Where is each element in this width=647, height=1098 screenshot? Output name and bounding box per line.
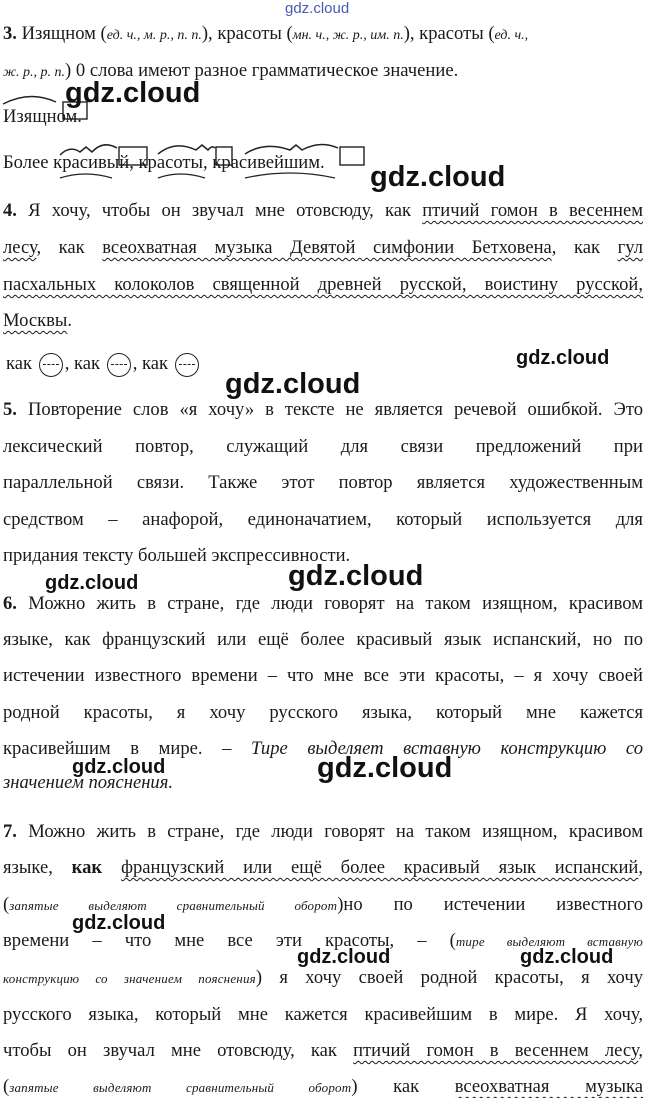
s4-comparison-underlined: всеохватная музыка Девятой симфонии Бетховена [102,237,552,258]
s5-text: средством – анафорой, единоначатием, который используется для [3,509,643,530]
s5-line-2 [3,435,643,459]
s4-line-1 [3,199,643,223]
s6-explanation: значением пояснения. [3,772,174,793]
ending-box-mark [340,147,364,165]
s5-text: Повторение слов «я хочу» в тексте не является речевой ошибкой. Это [27,399,643,420]
scheme-circle-icon [107,353,131,377]
s4-comparison-underlined: птичий гомон в весеннем [422,200,643,221]
s5-text: придания тексту большей экспрессивности. [3,545,351,566]
s7-text: времени – что мне все эти красоты, – ( [3,930,456,951]
watermark: gdz.cloud [45,572,139,594]
s7-kak-bold: как [71,857,103,878]
watermark: gdz.cloud [297,946,391,968]
s3-gram-note: мн. ч., ж. р., им. п. [292,28,404,43]
s7-text: ( [3,1076,10,1097]
s3-text: , [129,152,139,173]
s4-comparison-underlined: Москвы [3,310,68,331]
s7-text: русского языка, который мне кажется красивейшим в мире. Я хочу, [3,1004,643,1025]
s6-explanation: Тире выделяет вставную конструкцию со [251,738,643,759]
s3-gram-note: ж. р., р. п. [3,65,66,80]
s6-line-1 [3,592,643,616]
s3-text: Изящном ( [21,23,107,44]
scheme-kak: как [74,353,101,374]
s4-text: Я хочу, чтобы он звучал мне отовсюду, как [28,200,423,221]
s3-word-izyashchnom: Изящном. [3,106,82,127]
s7-text: Можно жить в стране, где люди говорят на таком изящном, красивом [28,821,643,842]
s6-number: 6. [3,593,17,614]
watermark: gdz.cloud [317,752,453,784]
s4-text: , как [36,237,103,258]
s7-text: ( [3,894,10,915]
s6-line-3 [3,664,643,688]
s7-comparison-underlined: птичий гомон в весеннем лесу [353,1040,639,1061]
s3-word-krasoty: красоты [138,152,203,173]
s7-note: запятые выделяют сравнительный оборот [9,898,338,913]
s7-text: ) как [351,1076,455,1097]
s3-gram-note: ед. ч., м. р., п. п. [106,28,202,43]
s3-text: ), красоты ( [403,23,495,44]
root-arc-mark [3,96,56,104]
s6-line-4 [3,701,643,725]
s4-comparison-underlined: пасхальных колоколов священной древней русской, воистину русской, [3,274,643,295]
watermark: gdz.cloud [72,756,166,778]
s6-line-2 [3,628,643,652]
s3-word-krasiveishim: красивейшим. [212,152,325,173]
s7-line-1 [3,820,643,844]
s4-number: 4. [3,200,17,221]
s5-line-4 [3,508,643,532]
s4-scheme [6,352,201,377]
scheme-kak: как [142,353,169,374]
watermark: gdz.cloud [65,77,201,109]
s7-comparison-underlined: всеохватная музыка [454,1076,643,1097]
s4-line-3 [3,273,643,297]
watermark: gdz.cloud [72,912,166,934]
s7-line-5 [3,966,643,991]
s7-text: языке, [3,857,72,878]
s3-line-1 [3,22,528,48]
watermark: gdz.cloud [520,946,614,968]
scheme-comma: , [64,353,70,374]
s6-text: Можно жить в стране, где люди говорят на таком изящном, красивом [28,593,643,614]
s7-line-2 [3,856,643,880]
s4-text: , как [551,237,618,258]
s3-text: ) 0 слова имеют разное грамматическое значение. [65,60,459,81]
s6-text: истечении известного времени – что мне все эти красоты, – я хочу своей [3,665,643,686]
scheme-kak: как [6,353,33,374]
s4-comparison-underlined: лесу [3,237,37,258]
s7-note: запятые выделяют сравнительный оборот [9,1080,352,1095]
s4-comparison-underlined: гул [617,237,643,258]
s7-text: чтобы он звучал мне отовсюду, как [3,1040,354,1061]
scheme-comma: , [132,353,138,374]
s3-text: , [203,152,213,173]
s7-line-8 [3,1075,643,1098]
s7-text: )но по истечении известного [337,894,643,915]
s7-note: конструкцию со значением пояснения [3,971,256,986]
watermark: gdz.cloud [516,347,610,369]
watermark: gdz.cloud [225,368,361,400]
s3-text: Более [3,152,54,173]
s3-number: 3. [3,23,17,44]
s3-line-4 [3,151,325,175]
scheme-circle-icon [175,353,199,377]
s7-text [102,857,121,878]
s7-line-6 [3,1003,643,1027]
s4-line-2 [3,236,643,260]
s5-line-1 [3,398,643,422]
watermark-top: gdz.cloud [285,0,350,17]
s5-text: лексический повтор, служащий для связи предложений при [3,436,643,457]
s4-line-4 [3,309,72,333]
scheme-circle-icon [39,353,63,377]
s3-gram-note: ед. ч., [494,28,529,43]
s7-text: ) я хочу своей родной красоты, я хочу [255,967,643,988]
s6-text: красивейшим в мире. – [3,738,251,759]
s7-text: , [638,1040,643,1061]
s7-note: тире выделяют вставную [455,934,643,949]
s7-number: 7. [3,821,17,842]
watermark: gdz.cloud [288,560,424,592]
s5-text: параллельной связи. Также этот повтор является художественным [3,472,643,493]
s5-line-3 [3,471,643,495]
s5-number: 5. [3,399,17,420]
s4-text: . [67,310,73,331]
s6-text: родной красоты, я хочу русского языка, который мне кажется [3,702,643,723]
s7-comparison-underlined: французский или ещё более красивый язык испанский [120,857,639,878]
s3-word-krasivyi: красивый [53,152,130,173]
watermark: gdz.cloud [370,161,506,193]
s6-text: языке, как французский или ещё более красивый язык испанский, но по [3,629,643,650]
s7-line-7 [3,1039,643,1063]
s3-text: ), красоты ( [201,23,293,44]
s7-text: , [638,857,644,878]
